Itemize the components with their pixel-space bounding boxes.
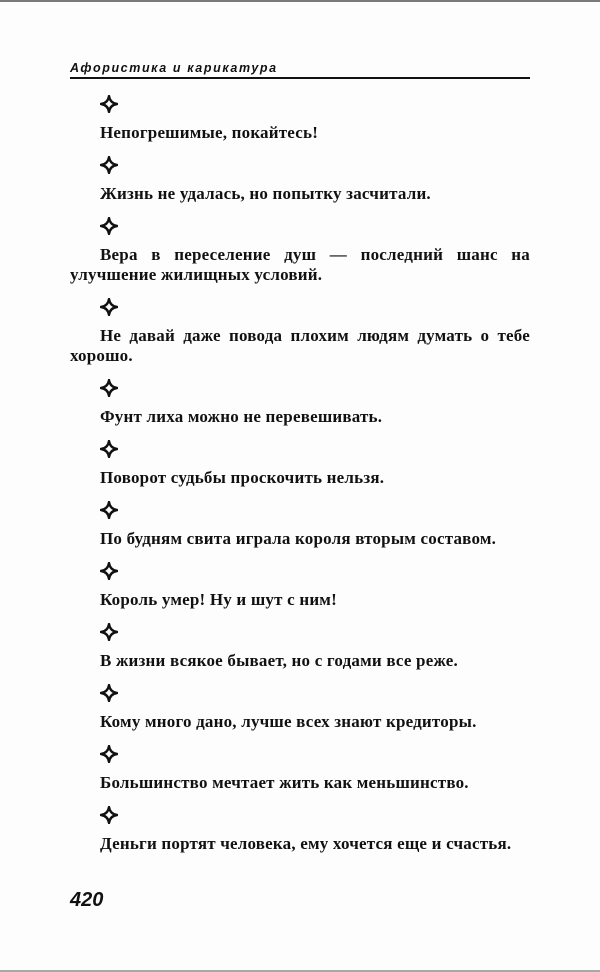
running-head-title: Афористика и карикатура (70, 61, 278, 75)
aphorism-text: Большинство мечтает жить как меньшинство. (100, 773, 469, 792)
four-point-star-icon (100, 156, 118, 174)
four-point-star-icon (100, 298, 118, 316)
aphorism-item (70, 298, 530, 366)
aphorism-text: По будням свита играла короля вторым составом. (100, 529, 497, 548)
four-point-star-icon (100, 95, 118, 113)
four-point-star-icon (100, 217, 118, 235)
four-point-star-icon (100, 440, 118, 458)
aphorism-item (70, 745, 530, 793)
four-point-star-icon (100, 806, 118, 824)
four-point-star-icon (100, 684, 118, 702)
aphorism-list (70, 95, 530, 867)
aphorism-text: Непогрешимые, покайтесь! (100, 123, 319, 142)
aphorism-item (70, 440, 530, 488)
aphorism-item (70, 95, 530, 143)
aphorism-text: Жизнь не удалась, но попытку засчитали. (100, 184, 431, 203)
four-point-star-icon (100, 623, 118, 641)
page-number: 420 (70, 889, 104, 911)
aphorism-item (70, 562, 530, 610)
aphorism-text: Король умер! Ну и шут с ним! (100, 590, 337, 609)
aphorism-item (70, 156, 530, 204)
aphorism-text: Вера в переселение душ — последний шанс на улучшение жилищных условий. (70, 245, 530, 284)
aphorism-item (70, 217, 530, 285)
aphorism-item (70, 623, 530, 671)
four-point-star-icon (100, 379, 118, 397)
aphorism-text: Поворот судьбы проскочить нельзя. (100, 468, 385, 487)
four-point-star-icon (100, 562, 118, 580)
aphorism-text: В жизни всякое бывает, но с годами все реже. (100, 651, 458, 670)
aphorism-item (70, 806, 530, 854)
aphorism-item (70, 501, 530, 549)
four-point-star-icon (100, 501, 118, 519)
aphorism-text: Фунт лиха можно не перевешивать. (100, 407, 383, 426)
running-head (70, 60, 530, 79)
page-top-edge (0, 0, 600, 2)
aphorism-item (70, 684, 530, 732)
aphorism-text: Не давай даже повода плохим людям думать о тебе хорошо. (70, 326, 530, 365)
four-point-star-icon (100, 745, 118, 763)
aphorism-text: Деньги портят человека, ему хочется еще и счастья. (100, 834, 512, 853)
aphorism-text: Кому много дано, лучше всех знают кредиторы. (100, 712, 477, 731)
aphorism-item (70, 379, 530, 427)
